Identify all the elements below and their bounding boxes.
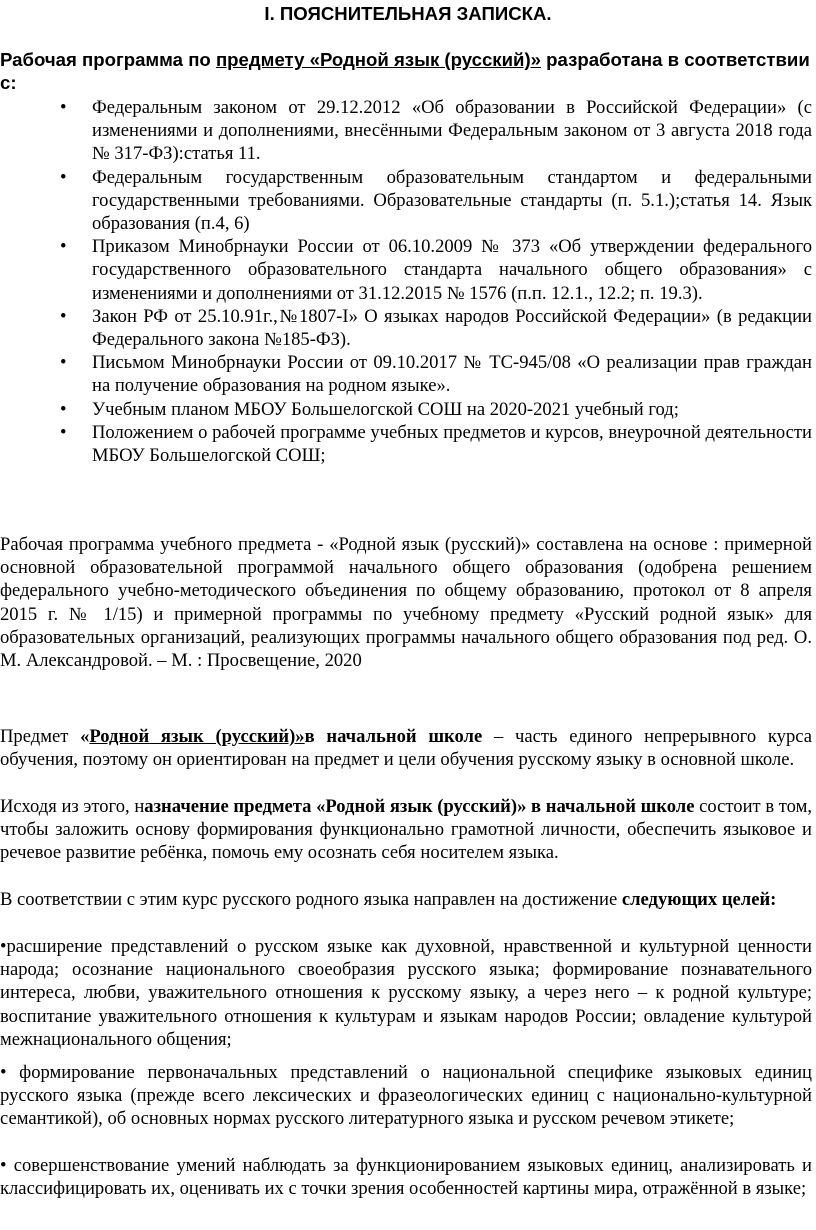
bullet-icon: • bbox=[60, 97, 67, 118]
list-item: • Закон РФ от 25.10.91г.,№1807-I» О языках народов Российской Федерации» (в редакции Федерального закона №185-ФЗ). bbox=[60, 305, 812, 351]
bullet-icon: • bbox=[60, 421, 67, 443]
list-item: • Положением о рабочей программе учебных предметов и курсов, внеурочной деятельности МБОУ Большелогской СОШ; bbox=[60, 421, 812, 467]
purpose-paragraph: Исходя из этого, назначение предмета «Родной язык (русский)» в начальной школе состоит в том, чтобы заложить основу формирования функционально грамотной личности, обеспечить языковое и речевое развитие ребёнка, помочь ему осознать себя носителем языка. bbox=[0, 796, 813, 864]
intro-subject: предмету «Родной язык (русский)» bbox=[215, 49, 541, 70]
goal-item: • совершенствование умений наблюдать за функционированием языковых единиц, анализировать и классифицировать их, оценивать их с точки зрения особенностей картины мира, отражённой в языке; bbox=[0, 1155, 812, 1200]
list-item: • Федеральным государственным образовательным стандартом и федеральными государственными требованиями. Образовательные стандарты (п. 5.1.);статья 14. Язык образования (п.4, 6) bbox=[60, 166, 812, 235]
bullet-icon: • bbox=[60, 398, 67, 420]
goal-item: • формирование первоначальных представлений о национальной специфике языковых единиц русского языка (прежде всего лексических и фразеологических единиц с национально-культурной семантикой), об основных нормах русского литературного языка и русском речевом этикете; bbox=[0, 1062, 812, 1130]
bullet-icon: • bbox=[60, 305, 67, 327]
goals-intro-paragraph: В соответствии с этим курс русского родного языка направлен на достижение следующих целей: bbox=[0, 889, 777, 910]
list-item: • Письмом Минобрнауки России от 09.10.2017 № ТС-945/08 «О реализации прав граждан на получение образования на родном языке». bbox=[60, 352, 812, 397]
bullet-icon: • bbox=[60, 236, 67, 258]
basis-paragraph: Рабочая программа учебного предмета - «Родной язык (русский)» составлена на основе : примерной основной образовательной программой начального общего образования (одобрена решением федерального учебно-методического объединения по общему образованию, протокол от 8 апреля 2015 г. № 1/15) и примерной программы по учебному предмету «Русский родной язык» для образовательных организаций, реализующих программы начального общего образования под ред. О. М. Александровой. – М. : Просвещение, 2020 bbox=[0, 534, 812, 672]
intro-suffix: разработана в соответствии с: bbox=[0, 49, 810, 94]
intro-prefix: Рабочая программа по bbox=[0, 49, 216, 70]
list-item: • Приказом Минобрнауки России от 06.10.2009 № 373 «Об утверждении федерального государственного образовательного стандарта начального общего образования» с изменениями и дополнениями от 31.12.2015 № 1576 (п.п. 12.1., 12.2; п. 19.3). bbox=[60, 236, 812, 304]
subject-name: Родной язык (русский)» bbox=[89, 726, 305, 747]
page-title: I. ПОЯСНИТЕЛЬНАЯ ЗАПИСКА. bbox=[264, 3, 552, 24]
intro-paragraph bbox=[0, 48, 812, 94]
list-item: • Федеральным законом от 29.12.2012 «Об образовании в Российской Федерации» (с изменениями и дополнениями, внесёнными Федеральным законом от 3 августа 2018 года № 317-ФЗ):статья 11. bbox=[60, 97, 812, 165]
bullet-icon: • bbox=[60, 352, 67, 374]
regulatory-documents-list bbox=[0, 96, 812, 467]
goals-heading: следующих целей: bbox=[621, 889, 777, 910]
list-item: • Учебным планом МБОУ Большелогской СОШ на 2020-2021 учебный год; bbox=[60, 398, 679, 420]
goal-item: •расширение представлений о русском языке как духовной, нравственной и культурной ценности народа; осознание национального своеобразия русского языка; формирование познавательного интереса, любви, уважительного отношения к русскому языку, а через него – к родной культуре; воспитание уважительного отношения к культурам и языкам народов России; овладение культурой межнационального общения; bbox=[0, 936, 812, 1050]
bullet-icon: • bbox=[60, 166, 67, 188]
subject-paragraph: Предмет «Родной язык (русский)»в начальной школе – часть единого непрерывного курса обучения, поэтому он ориентирован на предмет и цели обучения русскому языку в основной школе. bbox=[0, 726, 812, 771]
purpose-emphasis: азначение предмета «Родной язык (русский)» в начальной школе bbox=[144, 796, 695, 817]
